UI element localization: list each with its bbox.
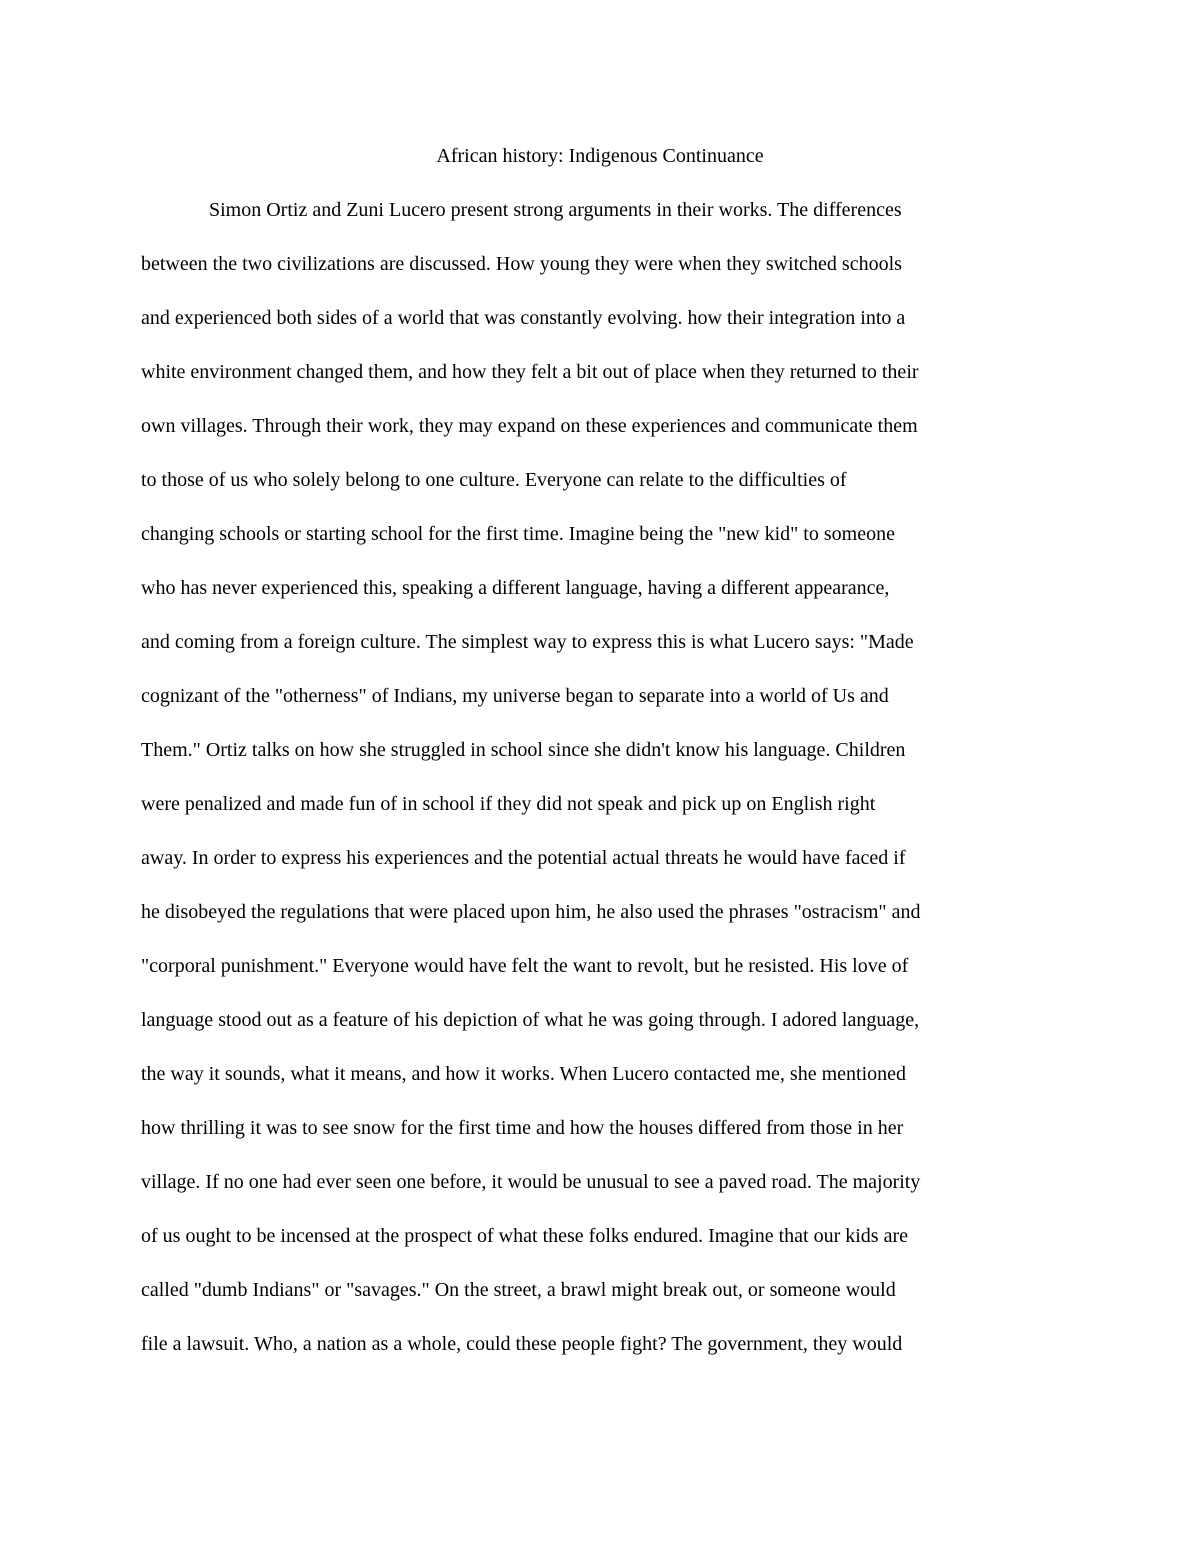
- body-line: between the two civilizations are discussed. How young they were when they switched schools: [141, 253, 902, 275]
- body-line: changing schools or starting school for the first time. Imagine being the "new kid" to someone: [141, 523, 895, 545]
- body-line: were penalized and made fun of in school if they did not speak and pick up on English right: [141, 793, 876, 815]
- body-line: of us ought to be incensed at the prospect of what these folks endured. Imagine that our kids are: [141, 1225, 909, 1247]
- body-line: own villages. Through their work, they may expand on these experiences and communicate them: [141, 415, 918, 437]
- body-line: Simon Ortiz and Zuni Lucero present strong arguments in their works. The differences: [209, 199, 902, 221]
- body-line: and experienced both sides of a world that was constantly evolving. how their integration into a: [141, 307, 906, 329]
- body-line: he disobeyed the regulations that were placed upon him, he also used the phrases "ostracism" and: [141, 901, 921, 923]
- document-body: [141, 196, 1071, 1384]
- body-line: village. If no one had ever seen one before, it would be unusual to see a paved road. The majority: [141, 1171, 921, 1193]
- body-line: away. In order to express his experiences and the potential actual threats he would have faced if: [141, 847, 906, 869]
- body-line: and coming from a foreign culture. The simplest way to express this is what Lucero says: "Made: [141, 631, 914, 653]
- body-line: called "dumb Indians" or "savages." On the street, a brawl might break out, or someone would: [141, 1279, 896, 1301]
- body-line: who has never experienced this, speaking a different language, having a different appearance,: [141, 577, 890, 599]
- body-line: the way it sounds, what it means, and how it works. When Lucero contacted me, she mentioned: [141, 1063, 906, 1085]
- body-line: file a lawsuit. Who, a nation as a whole, could these people fight? The government, they would: [141, 1333, 903, 1355]
- body-line: white environment changed them, and how they felt a bit out of place when they returned to their: [141, 361, 919, 383]
- body-line: cognizant of the "otherness" of Indians, my universe began to separate into a world of Us and: [141, 685, 889, 707]
- body-line: "corporal punishment." Everyone would have felt the want to revolt, but he resisted. His love of: [141, 955, 909, 977]
- body-line: language stood out as a feature of his depiction of what he was going through. I adored language,: [141, 1009, 920, 1031]
- body-line: how thrilling it was to see snow for the first time and how the houses differed from those in her: [141, 1117, 904, 1139]
- body-line: to those of us who solely belong to one culture. Everyone can relate to the difficulties of: [141, 469, 847, 491]
- document-title: African history: Indigenous Continuance: [436, 145, 764, 167]
- body-line: Them." Ortiz talks on how she struggled in school since she didn't know his language. Children: [141, 739, 906, 761]
